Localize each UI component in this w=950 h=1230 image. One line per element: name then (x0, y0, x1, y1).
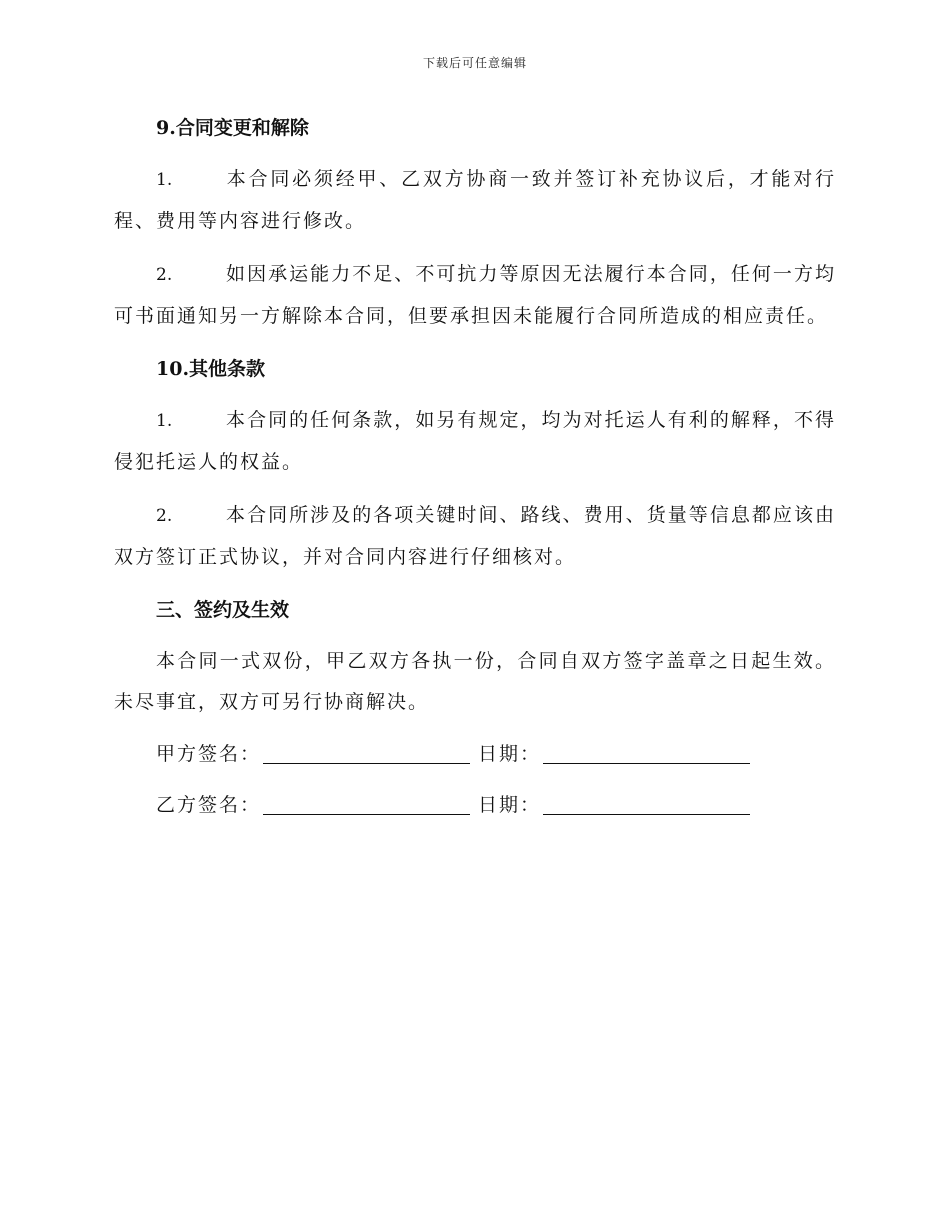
item-number: 2. (156, 506, 173, 526)
item-number: 1. (156, 170, 173, 190)
item-text: 如因承运能力不足、不可抗力等原因无法履行本合同，任何一方均可书面通知另一方解除本合同，但要承担因未能履行合同所造成的相应责任。 (114, 263, 836, 327)
party-b-date-blank[interactable] (543, 792, 750, 815)
party-a-date-label: 日期： (478, 743, 542, 765)
item-number: 2. (156, 265, 173, 285)
party-a-date-blank[interactable] (543, 741, 750, 764)
item-text: 本合同的任何条款，如另有规定，均为对托运人有利的解释，不得侵犯托运人的权益。 (114, 409, 836, 473)
item-number: 1. (156, 411, 173, 431)
party-b-signature-line (114, 785, 836, 825)
section-3-text: 本合同一式双份，甲乙双方各执一份，合同自双方签字盖章之日起生效。未尽事宜，双方可另行协商解决。 (114, 650, 836, 713)
party-b-signature-blank[interactable] (263, 792, 470, 815)
party-b-date-label: 日期： (478, 794, 542, 816)
document-body (114, 108, 836, 825)
item-text: 本合同所涉及的各项关键时间、路线、费用、货量等信息都应该由双方签订正式协议，并对合同内容进行仔细核对。 (114, 504, 836, 568)
section-9-item-2 (114, 254, 836, 337)
section-3-title: 三、签约及生效 (156, 599, 290, 621)
party-a-signature-line (114, 734, 836, 774)
section-10-item-1 (114, 400, 836, 483)
section-9-title: 9.合同变更和解除 (156, 117, 309, 139)
section-10-item-2 (114, 495, 836, 578)
party-a-signature-blank[interactable] (263, 741, 470, 764)
section-10-title: 10.其他条款 (156, 358, 266, 380)
party-b-signature-label: 乙方签名： (156, 794, 262, 816)
section-9-item-1 (114, 159, 836, 242)
item-text: 本合同必须经甲、乙双方协商一致并签订补充协议后，才能对行程、费用等内容进行修改。 (114, 168, 836, 232)
page-header: 下载后可任意编辑 (422, 56, 527, 70)
party-a-signature-label: 甲方签名： (156, 743, 262, 765)
